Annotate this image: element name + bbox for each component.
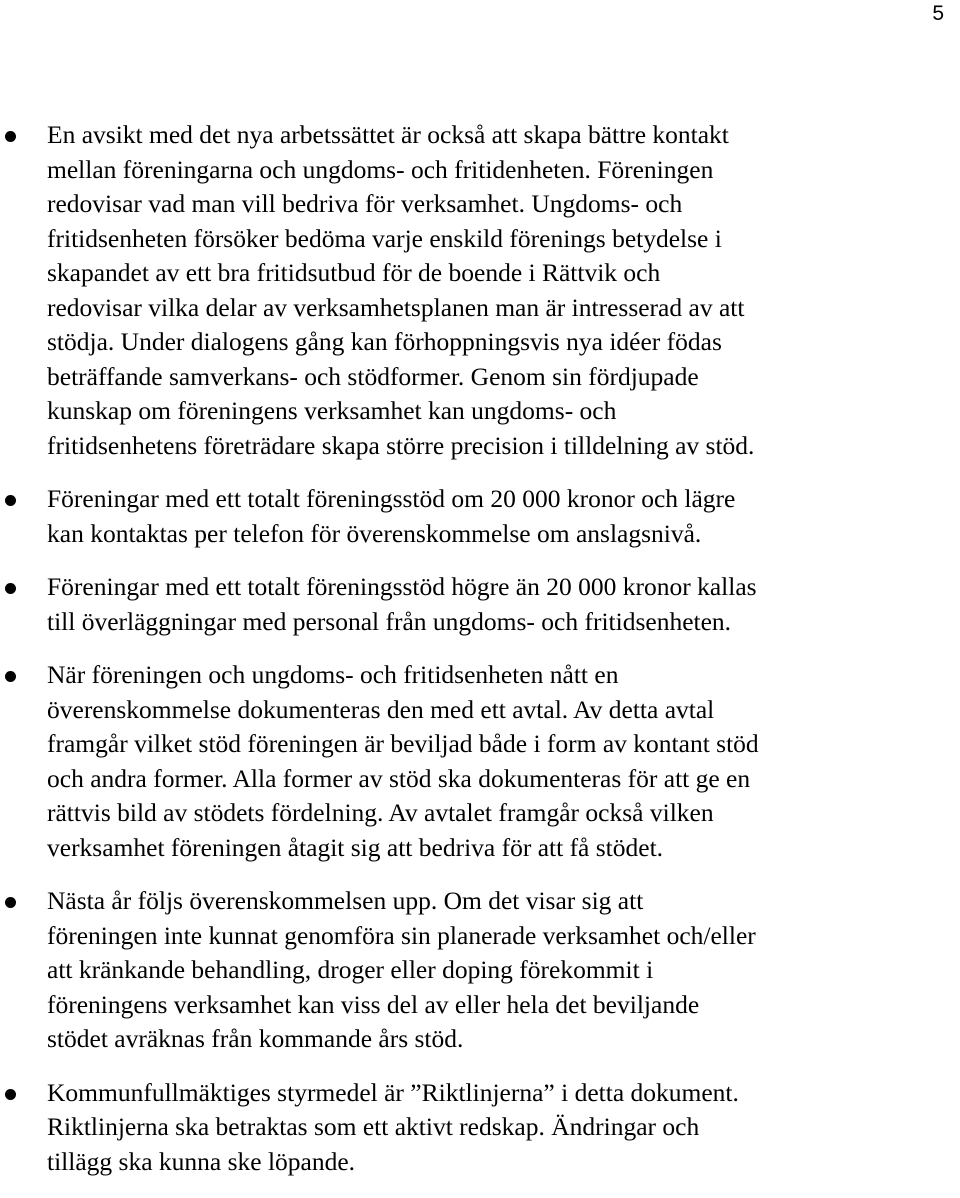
text-line: att kränkande behandling, droger eller doping förekommit i (47, 955, 654, 984)
text-line: Nästa år följs överenskommelsen upp. Om det visar sig att (47, 886, 644, 915)
text-line: mellan föreningarna och ungdoms- och fritidenheten. Föreningen (47, 154, 714, 184)
text-line: verksamhet föreningen åtagit sig att bedriva för att få stödet. (47, 832, 664, 862)
bullet-item (0, 1076, 960, 1180)
text-line: Föreningar med ett totalt föreningsstöd om 20 000 kronor och lägre (47, 484, 736, 513)
bullet-item (0, 884, 960, 1057)
text-line: föreningen inte kunnat genomföra sin planerade verksamhet och/eller (47, 920, 756, 950)
text-line: och andra former. Alla former av stöd ska dokumenteras för att ge en (47, 763, 751, 793)
text-line: Riktlinjerna ska betraktas som ett aktivt redskap. Ändringar och (47, 1112, 700, 1141)
text-line: kunskap om föreningens verksamhet kan ungdoms- och (47, 396, 617, 425)
text-line: fritidsenheten försöker bedöma varje enskild förenings betydelse i (47, 223, 722, 253)
text-line: kan kontaktas per telefon för överenskommelse om anslagsnivå. (47, 518, 702, 548)
bullet-list (0, 118, 960, 1198)
text-line: föreningens verksamhet kan viss del av eller hela det beviljande (47, 989, 700, 1019)
text-line: stödja. Under dialogens gång kan förhoppningsvis nya idéer födas (47, 327, 722, 356)
bullet-item (0, 570, 960, 639)
bullet-item (0, 482, 960, 551)
text-line: framgår vilket stöd föreningen är beviljad både i form av kontant stöd (47, 729, 759, 758)
bullet-item (0, 658, 960, 865)
page-number: 5 (932, 2, 944, 25)
text-line: stödet avräknas från kommande års stöd. (47, 1024, 464, 1053)
text-line: till överläggningar med personal från ungdoms- och fritidsenheten. (47, 606, 732, 636)
text-line: rättvis bild av stödets fördelning. Av avtalet framgår också vilken (47, 798, 714, 827)
text-line: redovisar vad man vill bedriva för verksamhet. Ungdoms- och (47, 189, 683, 218)
text-line: tillägg ska kunna ske löpande. (47, 1146, 356, 1176)
text-line: redovisar vilka delar av verksamhetsplanen man är intresserad av att (47, 292, 745, 322)
text-line: Föreningar med ett totalt föreningsstöd högre än 20 000 kronor kallas (47, 572, 757, 601)
text-line: skapandet av ett bra fritidsutbud för de boende i Rättvik och (47, 258, 661, 287)
text-line: Kommunfullmäktiges styrmedel är ”Riktlinjerna” i detta dokument. (47, 1077, 739, 1107)
text-line: fritidsenhetens företrädare skapa större precision i tilldelning av stöd. (47, 430, 755, 460)
text-line: överenskommelse dokumenteras den med ett avtal. Av detta avtal (47, 694, 715, 724)
text-line: En avsikt med det nya arbetssättet är också att skapa bättre kontakt (47, 120, 729, 149)
text-line: beträffande samverkans- och stödformer. Genom sin fördjupade (47, 361, 699, 391)
bullet-item (0, 118, 960, 463)
text-line: När föreningen och ungdoms- och fritidsenheten nått en (47, 660, 619, 689)
